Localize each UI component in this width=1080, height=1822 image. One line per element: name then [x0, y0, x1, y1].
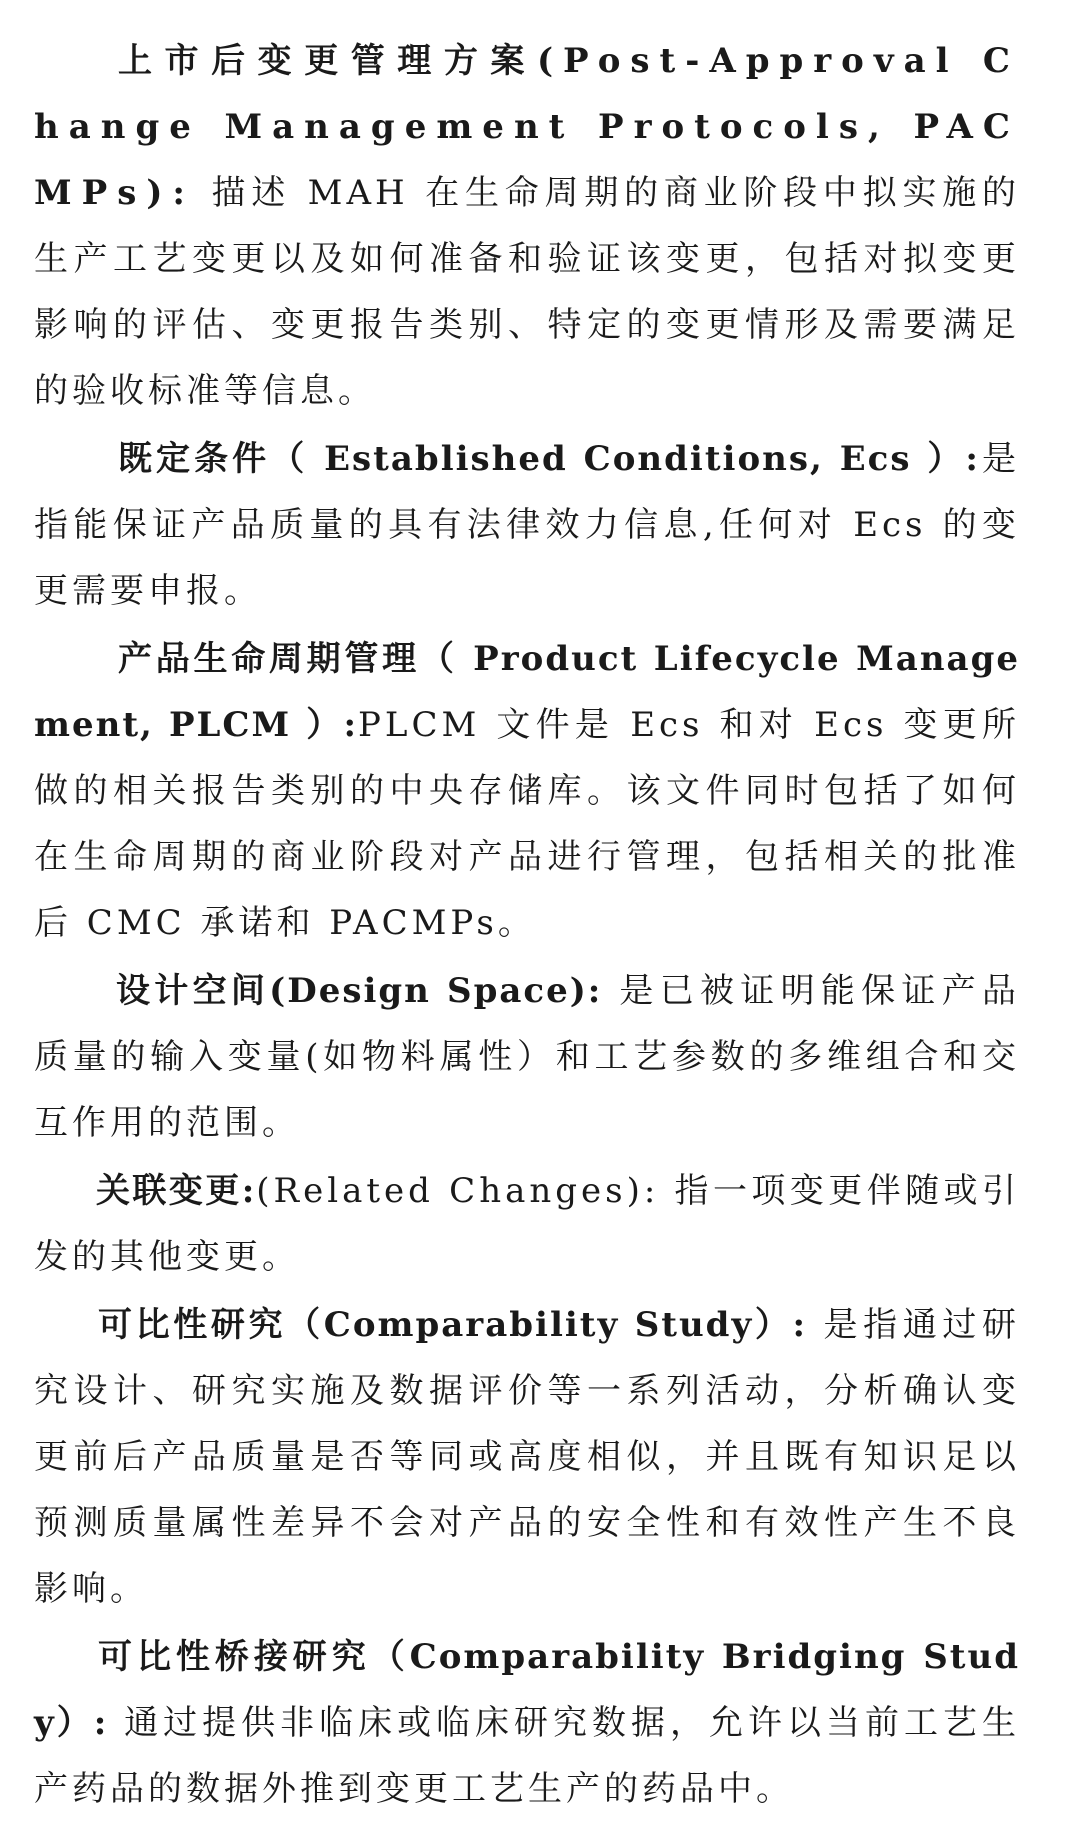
paragraph-comparability-study — [34, 1292, 1020, 1622]
term-comparability-bridging-study: 可比性桥接研究（Comparability Bridging Study）: — [34, 1637, 1020, 1743]
term-design-space: 设计空间(Design Space): — [116, 971, 603, 1011]
term-pacmps: 上市后变更管理方案(Post-Approval Change Management Protocols, PACMPs): — [34, 41, 1020, 213]
term-comparability-study: 可比性研究（Comparability Study）: — [98, 1305, 808, 1345]
paragraph-pacmps — [34, 28, 1020, 424]
paragraph-related-changes — [34, 1158, 1020, 1290]
definition-comparability-bridging-study: 通过提供非临床或临床研究数据，允许以当前工艺生产药品的数据外推到变更工艺生产的药品中。 — [34, 1703, 1020, 1809]
paragraph-comparability-bridging-study — [34, 1624, 1020, 1822]
definition-design-space: 是已被证明能保证产品质量的输入变量(如物料属性）和工艺参数的多维组合和交互作用的范围。 — [34, 971, 1020, 1143]
definition-established-conditions: 是指能保证产品质量的具有法律效力信息,任何对 Ecs 的变更需要申报。 — [34, 439, 1021, 611]
paragraph-design-space — [34, 958, 1020, 1156]
definition-related-changes: (Related Changes): 指一项变更伴随或引发的其他变更。 — [34, 1171, 1020, 1277]
paragraph-plcm — [34, 626, 1020, 956]
term-related-changes: 关联变更: — [96, 1171, 257, 1211]
paragraph-established-conditions — [34, 426, 1020, 624]
definition-pacmps: 描述 MAH 在生命周期的商业阶段中拟实施的生产工艺变更以及如何准备和验证该变更，包括对拟变更影响的评估、变更报告类别、特定的变更情形及需要满足的验收标准等信息。 — [34, 173, 1020, 411]
definition-plcm: PLCM 文件是 Ecs 和对 Ecs 变更所做的相关报告类别的中央存储库。该文件同时包括了如何在生命周期的商业阶段对产品进行管理，包括相关的批准后 CMC 承诺和 PACMPs。 — [34, 705, 1020, 943]
definition-comparability-study: 是指通过研究设计、研究实施及数据评价等一系列活动，分析确认变更前后产品质量是否等同或高度相似，并且既有知识足以预测质量属性差异不会对产品的安全性和有效性产生不良影响。 — [34, 1305, 1020, 1609]
term-established-conditions: 既定条件（ Established Conditions, Ecs ）: — [118, 439, 980, 479]
term-plcm: 产品生命周期管理（ Product Lifecycle Management, PLCM ）: — [34, 639, 1020, 745]
